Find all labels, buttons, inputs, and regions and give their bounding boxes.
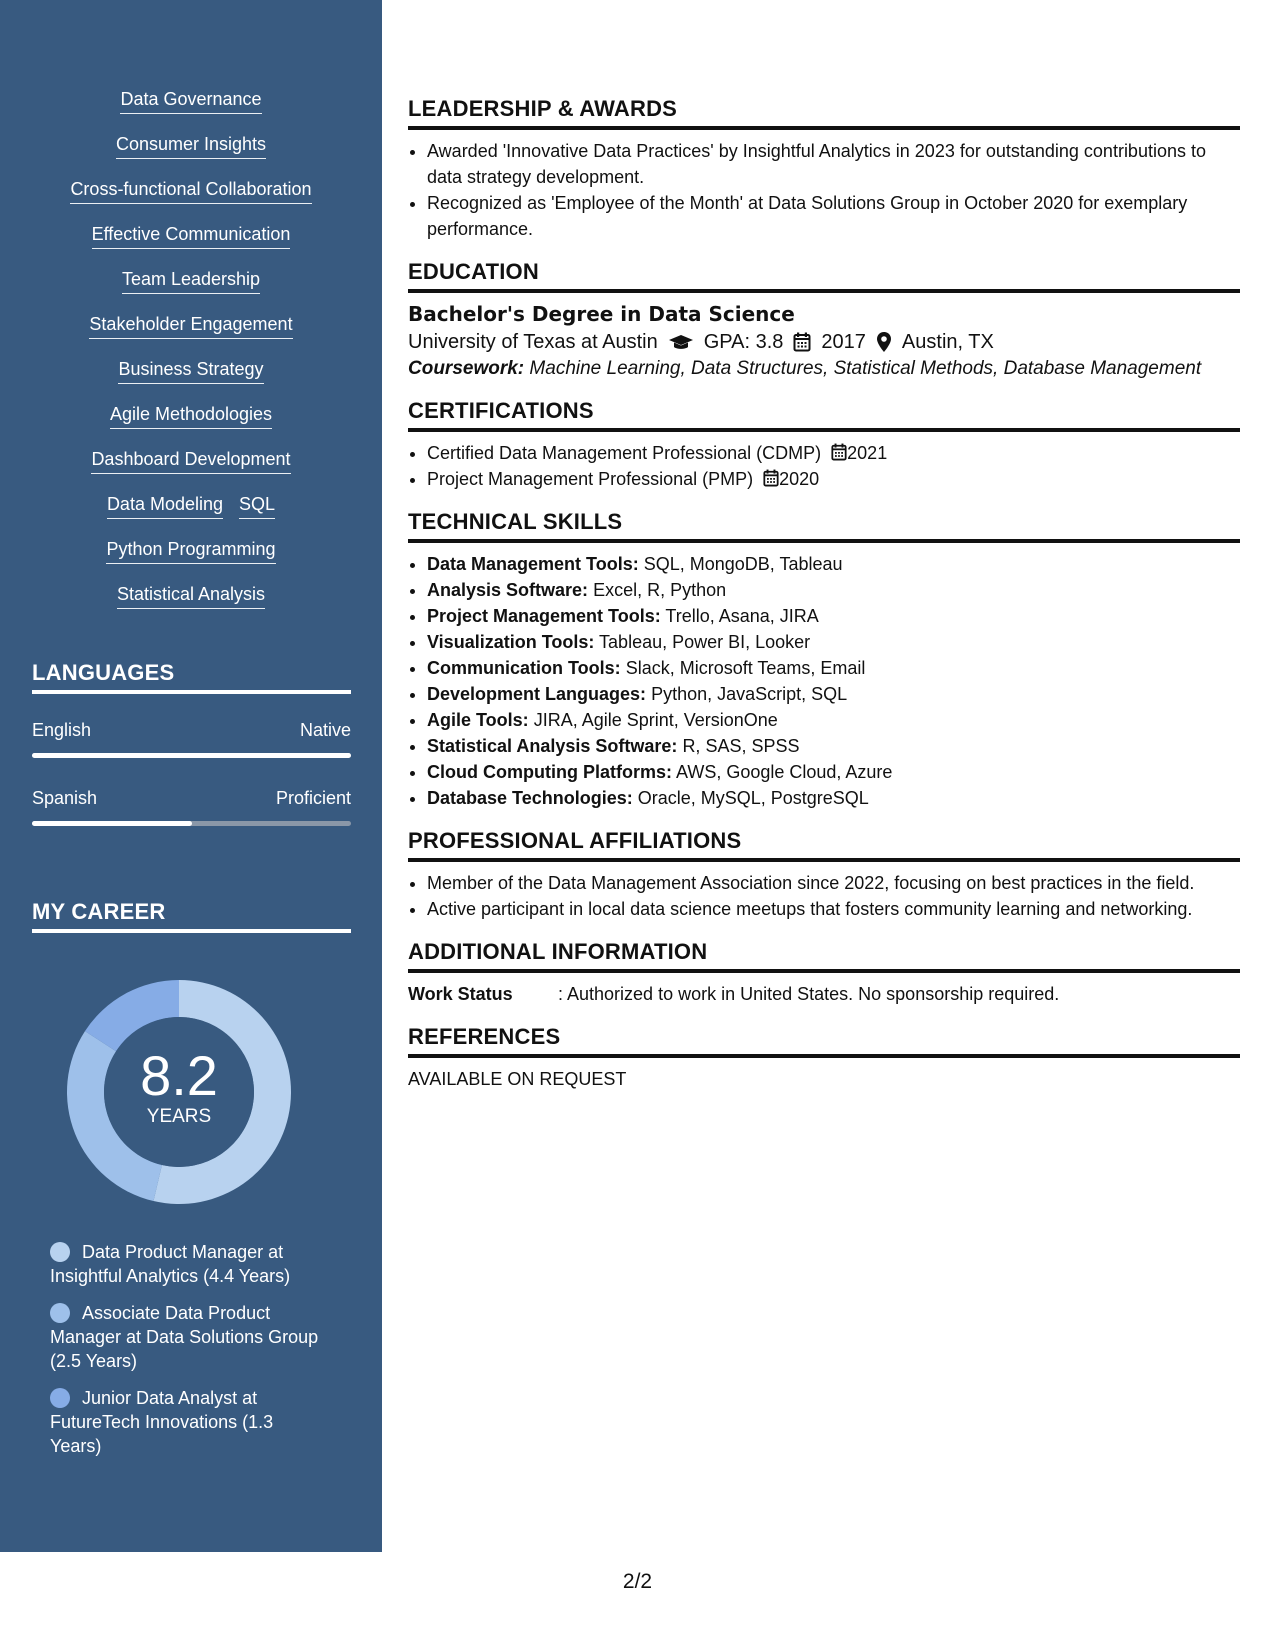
- career-item: [50, 1301, 320, 1373]
- calendar-icon: [763, 469, 779, 487]
- skill-row: [0, 267, 382, 312]
- language-name: English: [32, 720, 92, 740]
- technical-skill-item: [427, 759, 1240, 785]
- language-spanish: [32, 788, 351, 826]
- section-heading: REFERENCES: [408, 1023, 1240, 1058]
- career-item: [50, 1386, 320, 1458]
- language-level: Proficient: [275, 788, 351, 808]
- certifications-section: [408, 397, 1240, 492]
- graduation-cap-icon: [668, 333, 694, 351]
- references-section: [408, 1023, 1240, 1092]
- career-total: [67, 1046, 291, 1128]
- skill-tag: Consumer Insights: [116, 132, 266, 159]
- skill-values: Python, JavaScript, SQL: [651, 684, 848, 704]
- coursework-label: Coursework:: [408, 358, 525, 379]
- skill-tag: Stakeholder Engagement: [89, 312, 292, 339]
- skill-tag: Python Programming: [106, 537, 275, 564]
- coursework: [408, 357, 1240, 381]
- technical-skill-item: [427, 707, 1240, 733]
- languages-heading: LANGUAGES: [32, 660, 351, 694]
- skill-values: Tableau, Power BI, Looker: [599, 632, 811, 652]
- technical-skills-list: [408, 551, 1240, 811]
- skill-values: Slack, Microsoft Teams, Email: [625, 658, 866, 678]
- skill-tag: Data Modeling: [107, 492, 223, 519]
- skill-values: Excel, R, Python: [593, 580, 727, 600]
- skill-category: Statistical Analysis Software:: [427, 736, 678, 756]
- skill-tag: Dashboard Development: [91, 447, 290, 474]
- skill-tag: Effective Communication: [92, 222, 291, 249]
- technical-skill-item: [427, 603, 1240, 629]
- map-pin-icon: [876, 331, 892, 353]
- skill-row: [0, 87, 382, 132]
- certification-year: 2021: [847, 443, 888, 463]
- career-total-unit: YEARS: [146, 1106, 212, 1127]
- page-number: 2/2: [622, 1570, 653, 1593]
- technical-skill-item: [427, 733, 1240, 759]
- certification-name: Certified Data Management Professional (CDMP): [427, 443, 822, 463]
- skill-category: Data Management Tools:: [427, 554, 639, 574]
- skill-tag: Team Leadership: [122, 267, 260, 294]
- skill-category: Analysis Software:: [427, 580, 589, 600]
- education-details: [408, 327, 1240, 357]
- additional-info-section: [408, 938, 1240, 1007]
- section-heading: TECHNICAL SKILLS: [408, 508, 1240, 543]
- legend-dot-icon: [50, 1303, 70, 1323]
- skill-values: Oracle, MySQL, PostgreSQL: [637, 788, 869, 808]
- career-item-text: Junior Data Analyst at FutureTech Innovations (1.3 Years): [50, 1388, 274, 1456]
- skill-row: [0, 537, 382, 582]
- leadership-section: [408, 95, 1240, 242]
- education-section: [408, 258, 1240, 381]
- skill-category: Agile Tools:: [427, 710, 529, 730]
- affiliations-section: [408, 827, 1240, 922]
- career-item-text: Data Product Manager at Insightful Analytics (4.4 Years): [50, 1242, 291, 1286]
- technical-skill-item: [427, 785, 1240, 811]
- skill-row: [0, 177, 382, 222]
- skill-values: R, SAS, SPSS: [682, 736, 800, 756]
- section-heading: ADDITIONAL INFORMATION: [408, 938, 1240, 973]
- school-name: University of Texas at Austin: [408, 331, 658, 353]
- list-item: • Active participant in local data science meetups that fosters community learning and networking.: [427, 896, 1240, 922]
- graduation-year: 2017: [821, 331, 866, 353]
- certification-item: [427, 440, 1240, 466]
- work-status-value: : Authorized to work in United States. No sponsorship required.: [558, 984, 1060, 1004]
- skill-category: Cloud Computing Platforms:: [427, 762, 672, 782]
- section-heading: CERTIFICATIONS: [408, 397, 1240, 432]
- technical-skill-item: [427, 681, 1240, 707]
- technical-skills-section: [408, 508, 1240, 811]
- skill-values: SQL, MongoDB, Tableau: [643, 554, 843, 574]
- language-level: Native: [299, 720, 351, 740]
- gpa: GPA: 3.8: [703, 331, 784, 353]
- skill-tag: Cross-functional Collaboration: [70, 177, 311, 204]
- main-content: [408, 95, 1240, 1108]
- skill-tag: Data Governance: [120, 87, 261, 114]
- skill-row: [0, 492, 382, 537]
- section-heading: LEADERSHIP & AWARDS: [408, 95, 1240, 130]
- technical-skill-item: [427, 629, 1240, 655]
- coursework-list: Machine Learning, Data Structures, Statistical Methods, Database Management: [529, 358, 1202, 379]
- skill-category: Database Technologies:: [427, 788, 633, 808]
- skill-tag: Agile Methodologies: [110, 402, 272, 429]
- skill-values: JIRA, Agile Sprint, VersionOne: [533, 710, 778, 730]
- language-bar: [32, 753, 351, 758]
- certification-year: 2020: [779, 469, 820, 489]
- list-item: • Awarded 'Innovative Data Practices' by Insightful Analytics in 2023 for outstanding contributions to data strategy development.: [427, 138, 1240, 190]
- certification-item: [427, 466, 1240, 492]
- skill-tag: Business Strategy: [118, 357, 263, 384]
- career-list: [50, 1240, 320, 1471]
- section-heading: PROFESSIONAL AFFILIATIONS: [408, 827, 1240, 862]
- career-item: [50, 1240, 320, 1288]
- skill-tag: Statistical Analysis: [117, 582, 265, 609]
- career-total-value: 8.2: [140, 1044, 218, 1107]
- certification-name: Project Management Professional (PMP): [427, 469, 754, 489]
- section-heading: EDUCATION: [408, 258, 1240, 293]
- career-item-text: Associate Data Product Manager at Data Solutions Group (2.5 Years): [50, 1303, 319, 1371]
- references-text: AVAILABLE ON REQUEST: [408, 1069, 627, 1089]
- career-heading: MY CAREER: [32, 899, 351, 933]
- skill-row: [0, 222, 382, 267]
- skill-values: AWS, Google Cloud, Azure: [676, 762, 893, 782]
- skill-values: Trello, Asana, JIRA: [665, 606, 819, 626]
- legend-dot-icon: [50, 1242, 70, 1262]
- legend-dot-icon: [50, 1388, 70, 1408]
- skill-category: Project Management Tools:: [427, 606, 661, 626]
- language-name: Spanish: [32, 788, 98, 808]
- location: Austin, TX: [901, 331, 994, 353]
- sidebar: [0, 0, 382, 1552]
- work-status-label: Work Status: [408, 984, 513, 1004]
- skill-category: Communication Tools:: [427, 658, 621, 678]
- leadership-list: [408, 138, 1240, 242]
- language-bar: [32, 821, 351, 826]
- skill-row: [0, 402, 382, 447]
- skill-tag: SQL: [239, 492, 275, 519]
- skill-category: Development Languages:: [427, 684, 647, 704]
- technical-skill-item: [427, 655, 1240, 681]
- list-item: • Member of the Data Management Association since 2022, focusing on best practices in the field.: [427, 870, 1240, 896]
- technical-skill-item: [427, 551, 1240, 577]
- skills-list: [0, 87, 382, 627]
- skill-row: [0, 357, 382, 402]
- skill-row: [0, 447, 382, 492]
- skill-category: Visualization Tools:: [427, 632, 595, 652]
- list-item: • Recognized as 'Employee of the Month' at Data Solutions Group in October 2020 for exemplary performance.: [427, 190, 1240, 242]
- degree-title: Bachelor's Degree in Data Science: [408, 302, 795, 326]
- technical-skill-item: [427, 577, 1240, 603]
- skill-row: [0, 312, 382, 357]
- calendar-icon: [793, 332, 811, 352]
- calendar-icon: [831, 443, 847, 461]
- skill-row: [0, 582, 382, 627]
- language-english: [32, 720, 351, 758]
- skill-row: [0, 132, 382, 177]
- affiliations-list: [408, 870, 1240, 922]
- work-status: [408, 981, 1240, 1007]
- certifications-list: [408, 440, 1240, 492]
